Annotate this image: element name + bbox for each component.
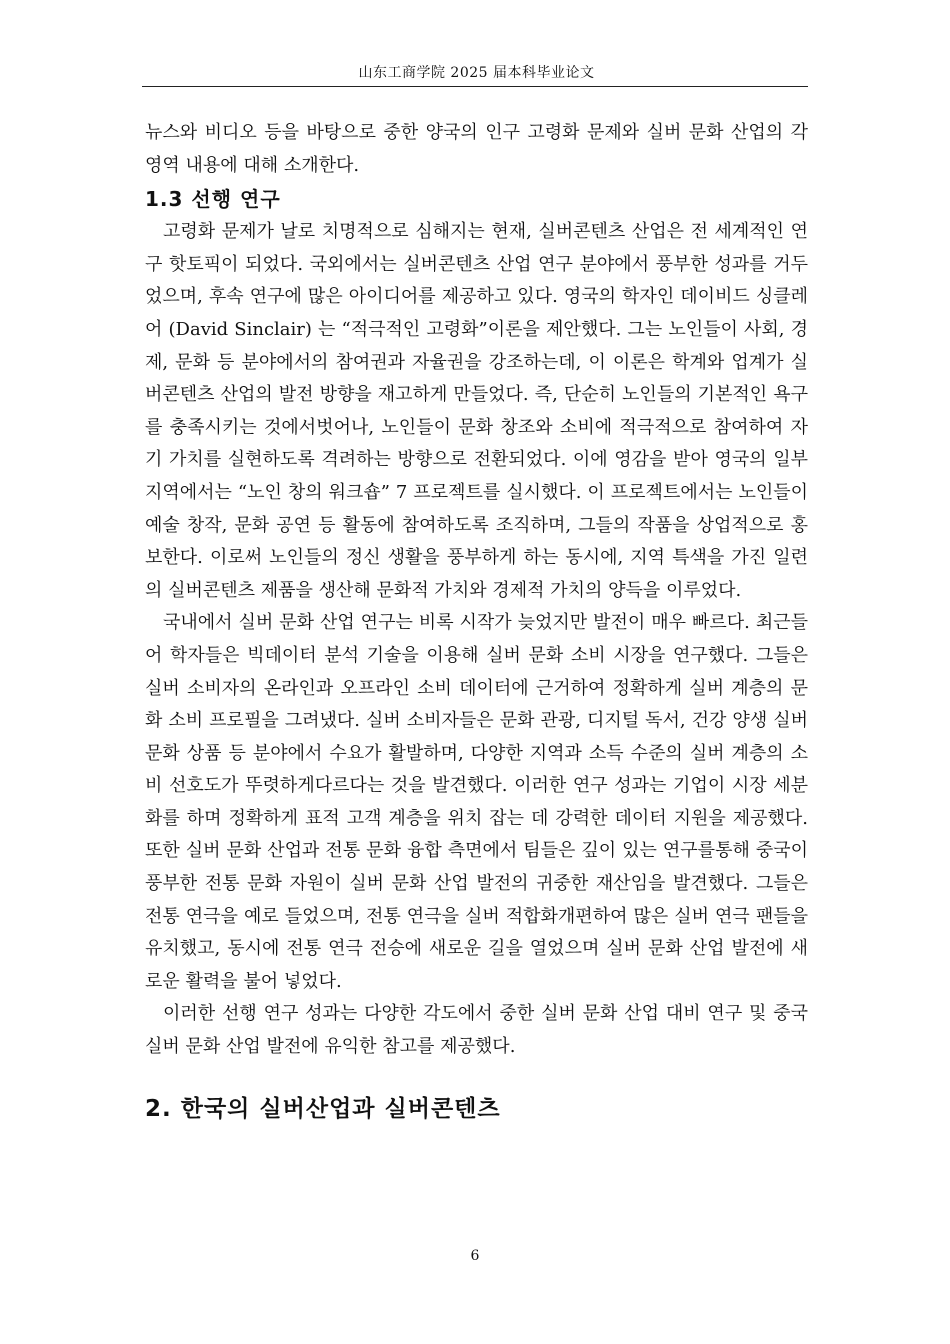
- header-divider: [142, 86, 808, 87]
- body-paragraph-2: 국내에서 실버 문화 산업 연구는 비록 시작가 늦었지만 발전이 매우 빠르다. 최근들어 학자들은 빅데이터 분석 기술을 이용해 실버 문화 소비 시장을 연구했다. 그들은 실버 소비자의 온라인과 오프라인 소비 데이터에 근거하여 정확하게 실버 계층의 문화 소비 프로필을 그려냈다. 실버 소비자들은 문화 관광, 디지털 독서, 건강 양생 실버 문화 상품 등 분야에서 수요가 활발하며, 다양한 지역과 소득 수준의 실버 계층의 소비 선호도가 뚜렷하게다르다는 것을 발견했다. 이러한 연구 성과는 기업이 시장 세분화를 하며 정확하게 표적 고객 계층을 위치 잡는 데 강력한 데이터 지원을 제공했다. 또한 실버 문화 산업과 전통 문화 융합 측면에서 팀들은 깊이 있는 연구를통해 중국이 풍부한 전통 문화 자원이 실버 문화 산업 발전의 귀중한 재산임을 발견했다. 그들은 전통 연극을 예로 들었으며, 전통 연극을 실버 적합화개편하여 많은 실버 연극 팬들을 유치했고, 동시에 전통 연극 전승에 새로운 길을 열었으며 실버 문화 산업 발전에 새로운 활력을 불어 넣었다.: [145, 612, 808, 992]
- body-paragraph-3: 이러한 선행 연구 성과는 다양한 각도에서 중한 실버 문화 산업 대비 연구 및 중국 실버 문화 산업 발전에 유익한 참고를 제공했다.: [145, 1003, 808, 1058]
- section-heading-prior-research: 1.3 선행 연구: [145, 187, 281, 212]
- document-body: [145, 117, 808, 1126]
- intro-paragraph: 뉴스와 비디오 등을 바탕으로 중한 양국의 인구 고령화 문제와 실버 문화 산업의 각 영역 내용에 대해 소개한다.: [145, 122, 808, 176]
- chapter-heading: 2. 한국의 실버산업과 실버콘텐츠: [145, 1095, 501, 1122]
- body-paragraph-1: 고령화 문제가 날로 치명적으로 심해지는 현재, 실버콘텐츠 산업은 전 세계적인 연구 핫토픽이 되었다. 국외에서는 실버콘텐츠 산업 연구 분야에서 풍부한 성과를 거두었으며, 후속 연구에 많은 아이디어를 제공하고 있다. 영국의 학자인 데이비드 싱클레어 (David Sinclair) 는 “적극적인 고령화”이론을 제안했다. 그는 노인들이 사회, 경제, 문화 등 분야에서의 참여권과 자율권을 강조하는데, 이 이론은 학계와 업계가 실버콘텐츠 산업의 발전 방향을 재고하게 만들었다. 즉, 단순히 노인들의 기본적인 욕구를 충족시키는 것에서벗어나, 노인들이 문화 창조와 소비에 적극적으로 참여하여 자기 가치를 실현하도록 격려하는 방향으로 전환되었다. 이에 영감을 받아 영국의 일부 지역에서는 “노인 창의 워크숍” 7 프로젝트를 실시했다. 이 프로젝트에서는 노인들이 예술 창작, 문화 공연 등 활동에 참여하도록 조직하며, 그들의 작품을 상업적으로 홍보한다. 이로써 노인들의 정신 생활을 풍부하게 하는 동시에, 지역 특색을 가진 일련의 실버콘텐츠 제품을 생산해 문화적 가치와 경제적 가치의 양득을 이루었다.: [145, 221, 808, 601]
- page-number: 6: [470, 1248, 480, 1264]
- page-header-title: 山东工商学院 2025 届本科毕业论文: [358, 65, 595, 81]
